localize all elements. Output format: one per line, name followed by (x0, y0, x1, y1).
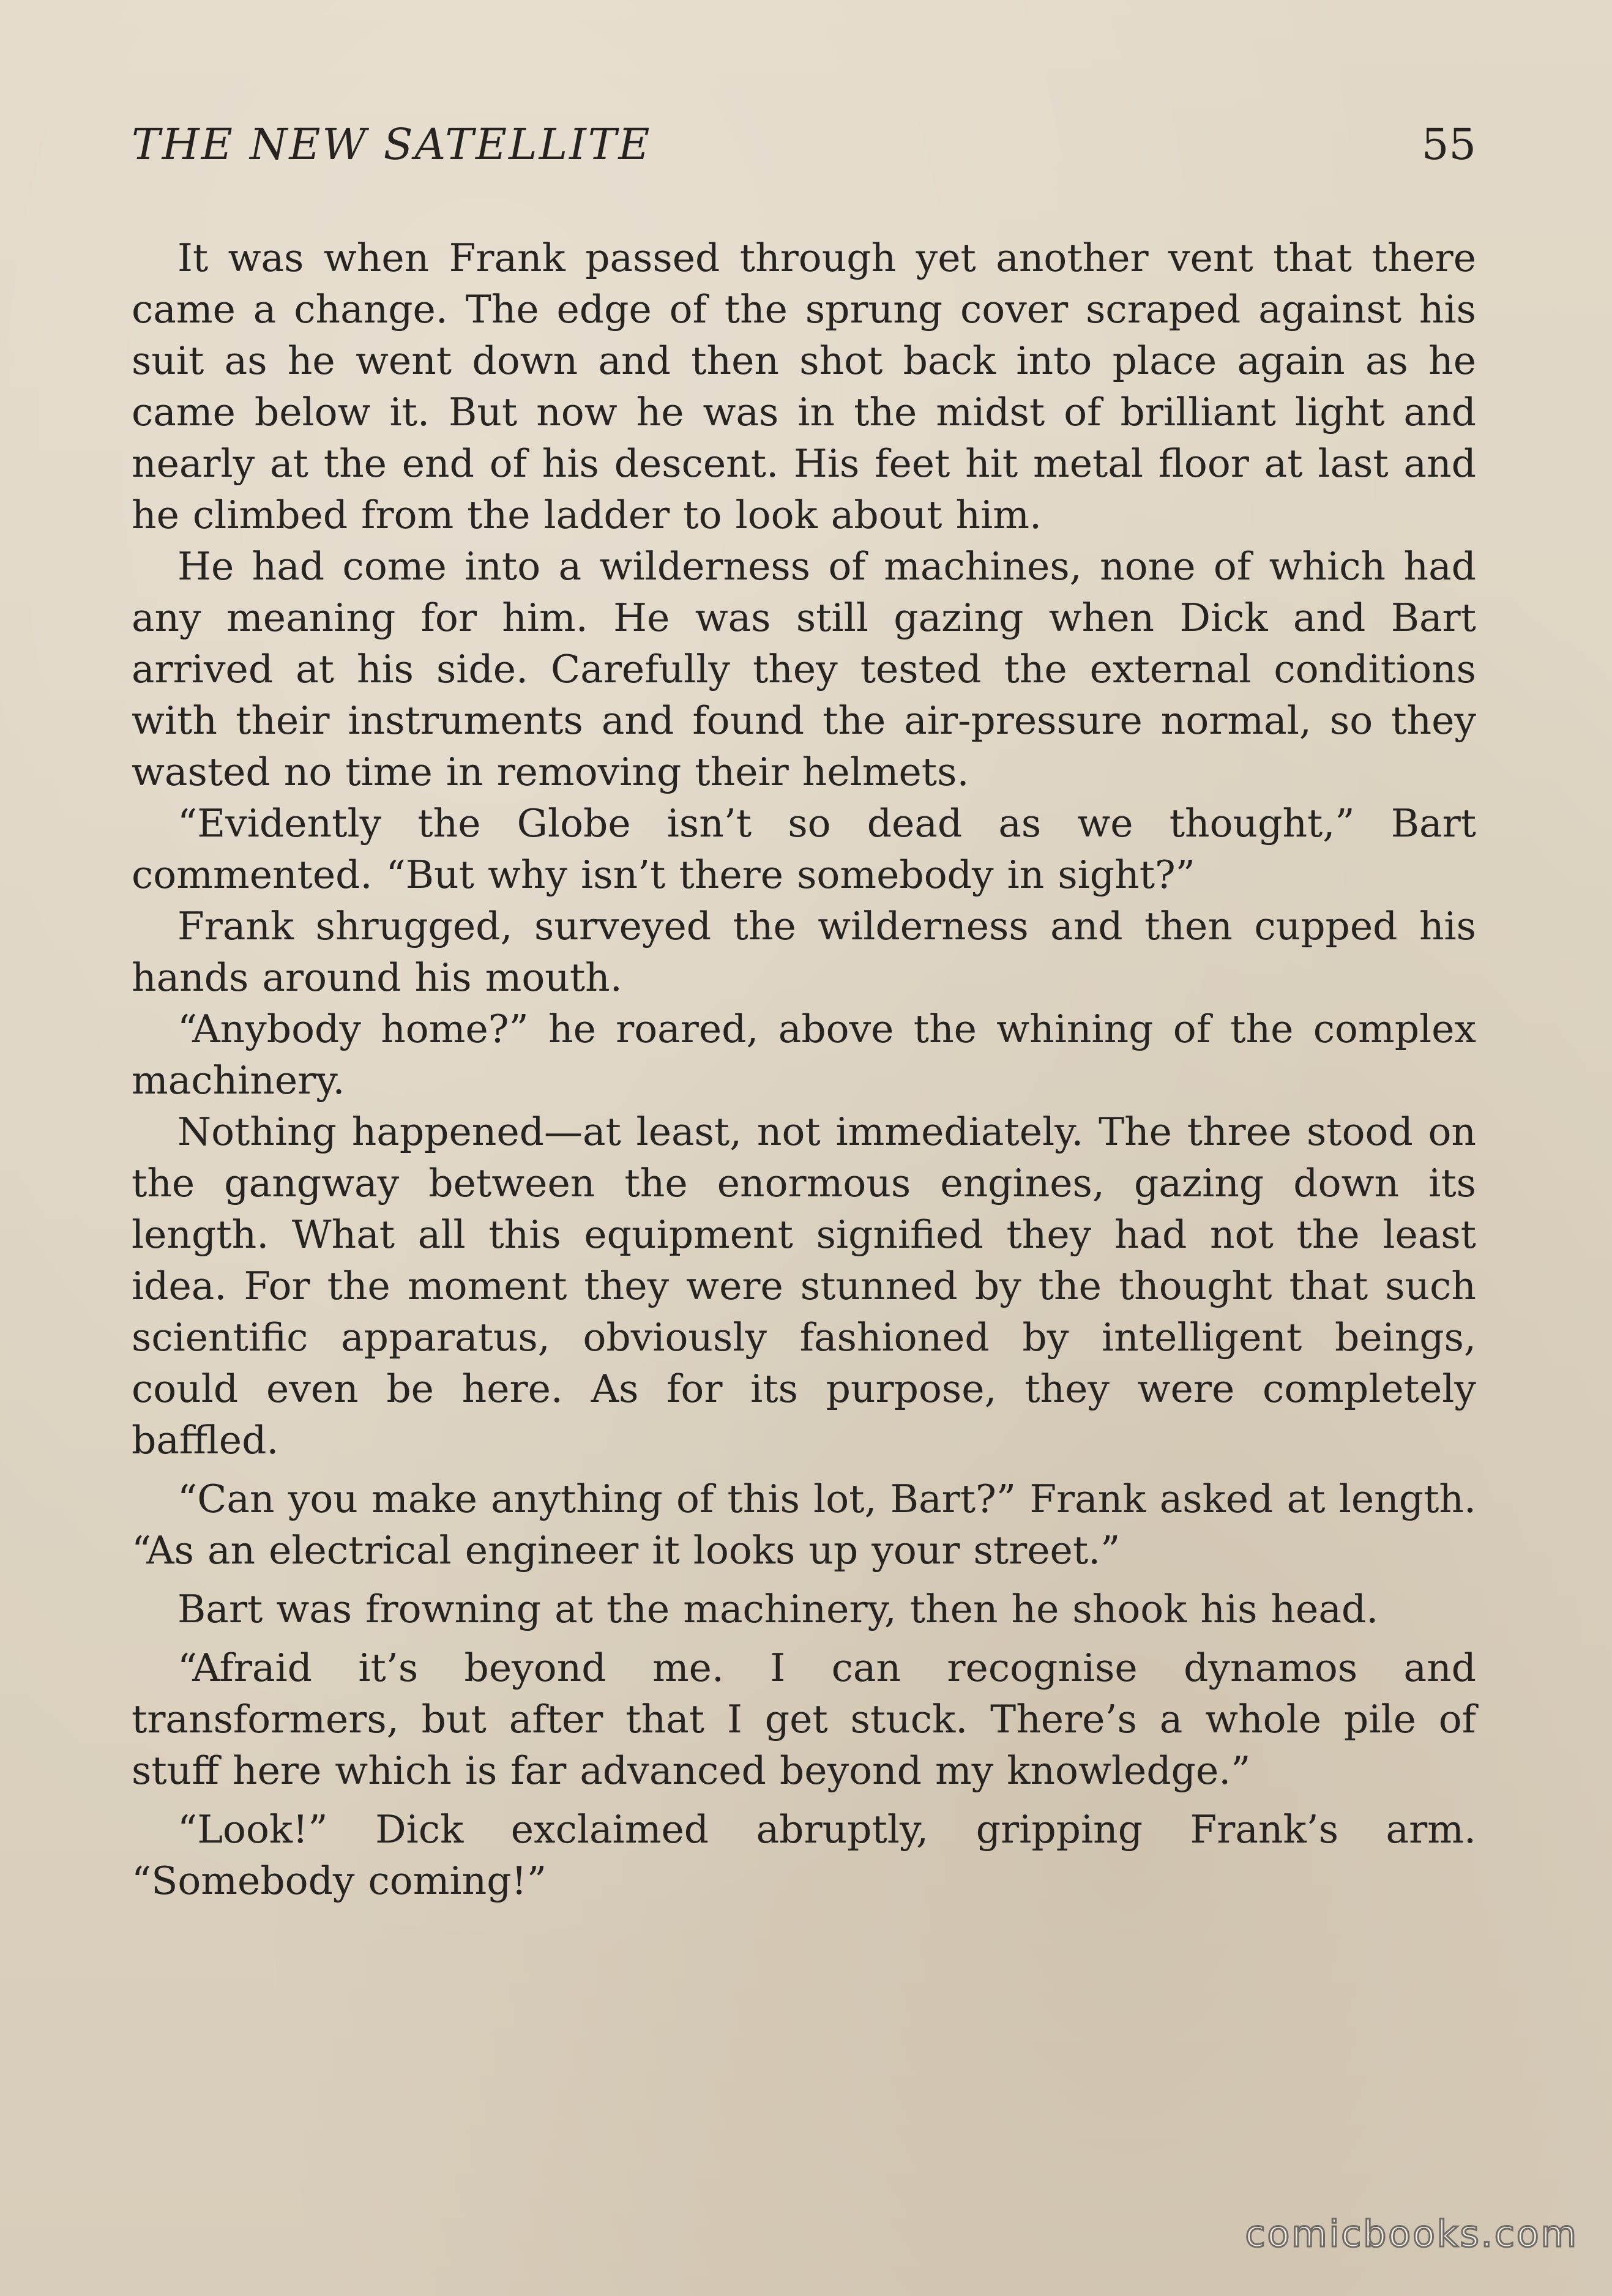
paragraph: Frank shrugged, surveyed the wilderness and then cupped his hands around his mouth. (132, 904, 1476, 1000)
paragraph: Nothing happened—at least, not immediately. The three stood on the gangway between the enormous engines, gazing down its length. What all this equipment signified they had not the least idea. For the moment they were stunned by the thought that such scientific apparatus, obviously fashioned by intelligent beings, could even be here. As for its purpose, they were completely baffled. (132, 1109, 1476, 1463)
paragraph: Bart was frowning at the machinery, then he shook his head. (177, 1587, 1379, 1631)
paragraph: He had come into a wilderness of machines, none of which had any meaning for him. He was still gazing when Dick and Bart arrived at his side. Carefully they tested the external conditions with their instruments and found the air-pressure normal, so they wasted no time in removing their helmets. (132, 544, 1476, 794)
paragraph: “Anybody home?” he roared, above the whining of the complex machinery. (132, 1007, 1476, 1103)
paragraph: “Afraid it’s beyond me. I can recognise dynamos and transformers, but after that I get stuck. There’s a whole pile of stuff here which is far advanced beyond my knowledge.” (132, 1646, 1476, 1793)
paragraph: It was when Frank passed through yet another vent that there came a change. The edge of the sprung cover scraped against his suit as he went down and then shot back into place again as he came below it. But now he was in the midst of brilliant light and nearly at the end of his descent. His feet hit metal floor at last and he climbed from the ladder to look about him. (132, 236, 1476, 537)
paragraph: “Look!” Dick exclaimed abruptly, gripping Frank’s arm. “Somebody coming!” (132, 1807, 1476, 1903)
body-text (132, 233, 1476, 1907)
paragraph: “Evidently the Globe isn’t so dead as we thought,” Bart commented. “But why isn’t there somebody in sight?” (132, 801, 1476, 897)
page-number: 55 (1421, 119, 1476, 170)
page-header (132, 119, 1476, 187)
watermark-logo: comicbooks.com (1245, 2213, 1578, 2256)
running-title: THE NEW SATELLITE (132, 119, 652, 170)
paragraph: “Can you make anything of this lot, Bart?” Frank asked at length. “As an electrical engineer it looks up your street.” (132, 1477, 1476, 1573)
